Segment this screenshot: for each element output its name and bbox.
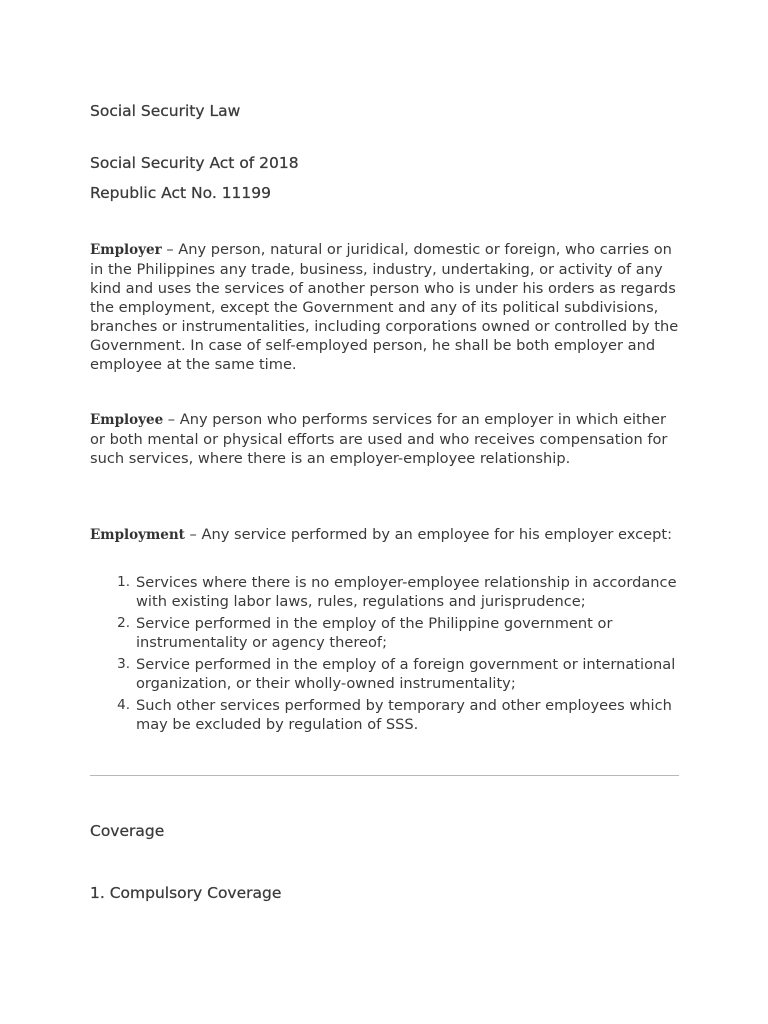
document-title: Social Security Law	[90, 102, 241, 120]
definition-text: – Any person, natural or juridical, domestic or foreign, who carries on in the Philippines any trade, business, industry, undertaking, or activity of any kind and uses the services of another person who is under his orders as regards the employment, except the Government and any of its political subdivisions, branches or instrumentalities, including corporations owned or controlled by the Government. In case of self-employed person, he shall be both employer and employee at the same time.	[90, 241, 679, 373]
definition-term: Employee	[90, 412, 164, 428]
act-name: Social Security Act of 2018	[90, 154, 299, 172]
list-item-text: Service performed in the employ of a foreign government or international organization, or their wholly-owned instrumentality;	[136, 656, 676, 692]
compulsory-coverage-heading: 1. Compulsory Coverage	[90, 884, 282, 902]
employment-exceptions-list	[90, 573, 680, 737]
list-item-text: Such other services performed by temporary and other employees which may be excluded by regulation of SSS.	[136, 697, 672, 733]
list-item	[90, 614, 680, 652]
list-item-number: 4.	[117, 697, 130, 713]
list-item-text: Service performed in the employ of the Philippine government or instrumentality or agency thereof;	[136, 615, 613, 651]
act-number: Republic Act No. 11199	[90, 184, 271, 202]
list-item-number: 1.	[117, 574, 130, 590]
definition-term: Employer	[90, 242, 162, 258]
list-item-text: Services where there is no employer-employee relationship in accordance with existing labor laws, rules, regulations and jurisprudence;	[136, 574, 677, 610]
definition-term: Employment	[90, 527, 185, 543]
section-divider	[90, 775, 679, 776]
definition-employer	[90, 240, 680, 374]
list-item-number: 2.	[117, 615, 130, 631]
coverage-heading: Coverage	[90, 822, 165, 840]
definition-text: – Any person who performs services for an employer in which either or both mental or physical efforts are used and who receives compensation for such services, where there is an employer-employee relationship.	[90, 411, 668, 467]
definition-text: – Any service performed by an employee for his employer except:	[184, 526, 673, 543]
list-item-number: 3.	[117, 656, 130, 672]
definition-employee	[90, 410, 680, 468]
definition-employment	[90, 525, 680, 545]
list-item	[90, 573, 680, 611]
list-item	[90, 696, 680, 734]
list-item	[90, 655, 680, 693]
